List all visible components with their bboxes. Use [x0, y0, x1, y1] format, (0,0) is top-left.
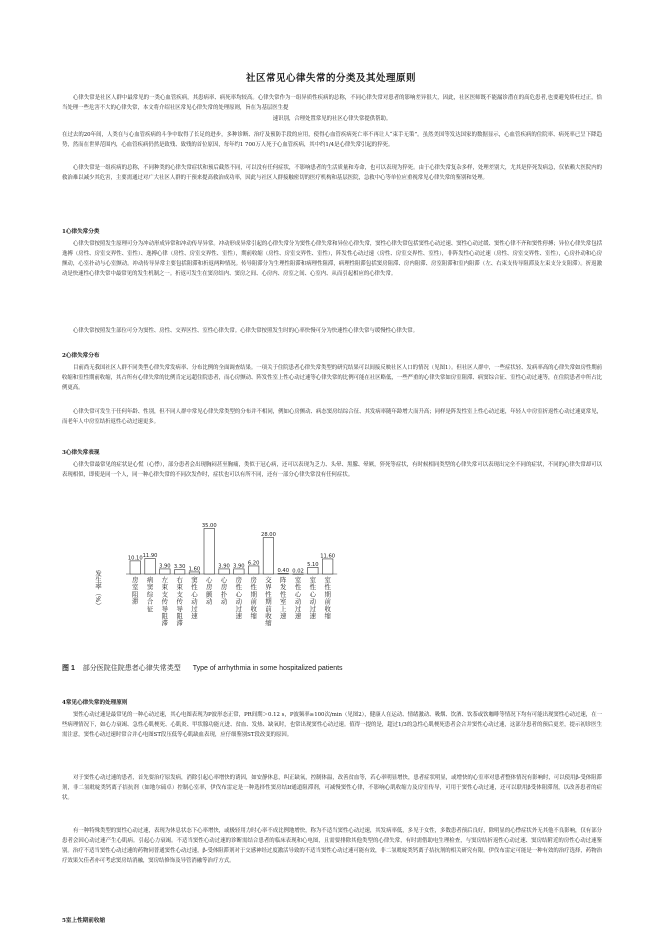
bar-value-label-13: 11.60: [320, 553, 336, 560]
bar-value-label-10: 0.40: [277, 567, 290, 574]
bar-value-label-7: 3.90: [233, 563, 245, 570]
category-label-13: 室性期前收缩: [324, 576, 331, 620]
bar-value-label-0: 10.10: [127, 555, 143, 562]
section-2-paragraph-2: 心律失常可发生于任何年龄、性别，但不同人群中常见心律失常类型的分布并不相同，例如心房颤动、病态窦房结综合征、其发病率随年龄增大而升高；同样是阵发性室上性心动过速，年轻人中房室折返性心动过速更常见，而老年人中房室结折返性心动过速更多。: [62, 409, 602, 425]
category-label-5: 心房颤动: [206, 576, 213, 606]
category-label-0: 房室阻滞: [132, 576, 139, 606]
bar-0: [130, 561, 141, 574]
section-4-paragraph-1: 窦性心动过速是最常见的一种心动过速，其心电图表现为P波形态正常，PR间期＞0.12 s，P波频率≥100次/min（见图2），健康人在运动、情绪激动、吸烟、饮酒、饮茶或饮咖啡等情况下均有可能出现窦性心动过速，在一些病理情况下，如心力衰竭、急性心肌梗死、心肌炎、甲状腺功能亢进、贫血、发热、缺氧时，也常出现窦性心动过速。值得一提的是，超过1/3的急性心肌梗死患者会合并窦性心动过速，这部分患者的预后更差，提示初诊医生需注意，窦性心动过速时常合并心电图ST段压低等心肌缺血表现，应仔细鉴别ST段改变的原因。: [62, 712, 602, 738]
category-label-12: 室性心动过速: [309, 576, 317, 620]
category-label-1: 病窦综合征: [146, 576, 154, 613]
category-label-6: 心房扑动: [220, 576, 228, 606]
bar-value-label-8: 6.20: [247, 560, 260, 567]
bar-9: [263, 538, 274, 574]
section-3-paragraph-1: 心律失常最常见的症状是心慌（心悸），部分患者会出现胸闷甚至胸痛，类似于冠心病，还可以表现为乏力、头晕、黑朦、晕厥，猝死等症状，有时候相同类型的心律失常可以表现出完全不同的症状，不同的心律失常却可以表现相似，即使是同一个人，同一种心律失常的不同次发作时，症状也可以有所不同，还有一部分心律失常没有任何症状。: [62, 462, 602, 478]
bar-value-label-2: 3.90: [159, 563, 171, 570]
bar-chart: [90, 514, 390, 664]
figure-1-caption: [62, 663, 482, 673]
bar-value-label-1: 11.90: [142, 553, 158, 560]
section-heading-4: 4常见心律失常的处理原则: [62, 700, 128, 706]
section-heading-1: 1心律失常分类: [62, 229, 100, 235]
bar-2: [160, 569, 171, 574]
category-label-11: 室性心动过速: [294, 576, 302, 620]
bar-6: [219, 569, 230, 574]
category-label-7: 房性心动过速: [235, 576, 243, 620]
section-1-paragraph-2: 心律失常按照发生部位可分为窦性、房性、交界区性、室性心律失常。心律失常按照发生时的心率快慢可分为快速性心律失常与缓慢性心律失常。: [73, 328, 419, 334]
intro-paragraph: 心律失常是社区人群中最常见的一类心血管疾病，其患病率、病死率均较高。心律失常作为一组异质性疾病的总称，不同心律失常对患者的影响差异很大，因此，社区医师既不能漏诊潜在的高危患者,也要避免矫枉过正，恰当处理一些危害不大的心律失常，本文将介绍社区常见心律失常的处理原则，旨在为基层医生提: [62, 95, 602, 111]
bar-8: [248, 566, 259, 574]
bar-5: [204, 529, 215, 575]
bar-value-label-12: 5.10: [307, 561, 319, 568]
section-1-paragraph-1: 心律失常按照发生原理可分为冲动形成异常和冲动传导异常。冲动形成异常引起的心律失常分为窦性心律失常和异位心律失常，窦性心律失常包括窦性心动过速、窦性心动过缓、窦性心律不齐和窦性停搏；异位心律失常包括逸搏（房性、房室交界性、室性）、逸搏心律（房性、房室交界性、室性），期前收缩（房性、房室交界性、室性），阵发性心动过速（房性、房室交界性、室性），非阵发性心动过速（房性、房室交界性、室性），心房扑动和心房颤动，心室扑动与心室颤动。冲动传导异常主要包括阻滞和折返两种情况。传导阻滞分为生理性阻滞和病理性阻滞，病理性阻滞包括窦房阻滞、房内阻滞、房室阻滞和室内阻滞（左、右束支传导阻滞及左束支分支阻滞）。折返激动是快速性心律失常中最常见的发生机制之一。折返可发生在窦房结内、窦房之间、心房内、房室之间、心室内、从而引起相应的心律失常。: [62, 241, 602, 277]
intro-paragraph-2: 在过去的20年间，人类在与心血管疾病的斗争中取得了长足的进步，多种诊断、治疗及预防手段的应用，使得心血管疾病死亡率不再让人“束手无策”。虽然美国等发达国家的数据显示，心血管疾病的住院率、病死率已呈下降趋势，然而在世界范围内，心血管疾病仍然是致残、致残的首位原因，每年约1 700万人死于心血管疾病，其中约1/4是心律失常引起的猝死。: [62, 132, 602, 148]
intro-paragraph-3: 心律失常是一组疾病的总称，不同种类的心律失常症状和预后截然不同，可以没有任何症状，不影响患者的生活质量和寿命，也可以表现为猝死。由于心律失常复杂多样，处理差别大，尤其是猝死发病急，仅依赖大医院内的救治难以减少其危害，主要需通过对广大社区人群的干预来提高救治成功率，因此与社区人群接触密切的医疗机构和基层医院，急救中心等单位应重视常见心律失常的鉴别和处理。: [62, 165, 602, 181]
y-axis-label: 发生率（%）: [94, 570, 102, 609]
bar-value-label-9: 28.00: [261, 532, 276, 539]
figure-caption-chinese: 部分医院住院患者心律失常类型: [82, 665, 181, 672]
figure-caption-english: Type of arrhythmia in some hospitalized patients: [192, 665, 343, 672]
bar-value-label-3: 3.30: [173, 564, 186, 571]
figure-caption-label: 图 1: [62, 665, 75, 672]
bar-7: [234, 569, 245, 574]
bar-value-label-5: 35.00: [201, 523, 217, 529]
category-label-8: 房性期前收缩: [250, 576, 257, 620]
bar-value-label-11: 0.02: [292, 568, 304, 575]
section-heading-5: 5室上性期前收缩: [62, 918, 106, 924]
section-2-paragraph-1: 目前尚无我国社区人群不同类型心律失常发病率、分布比例的全面调查结果。一项关于住院患者心律失常类型的研究结果可以间接反映社区人口的情况（见图1）。但社区人群中，一些症状轻、发病率高的心律失常如房性期前收缩和室性期前收缩，其占所有心律失常的比例肯定远超住院患者，而心房颤动、阵发性室上性心动过速等心律失常的比例可能在社区略低，一些严重的心律失常如房室阻滞、病窦综合征、室性心动过速等，在住院患者中所占比例更高。: [62, 365, 603, 391]
paper-title: 社区常见心律失常的分类及其处理原则: [245, 73, 416, 84]
section-4-paragraph-2: 对于窦性心动过速的患者，首先要治疗原发病，消除引起心率增快的诱因，如安静休息，纠正缺氧，控制体温，改善贫血等，若心率明显增快，患者症状明显，或增快的心室率对患者整体情况有影响时，可以使用β-受体阻滞剂，非二氢吡啶类钙离子拮抗剂（如地尔硫卓）控制心室率，伊伐布雷定是一种选择性窦房结If通道阻滞剂，可减慢窦性心律，不影响心肌收缩力及房室传导，可用于窦性心动过速，还可以联用β受体阻滞剂，以改善患者的症状。: [62, 775, 602, 801]
bar-3: [174, 570, 185, 574]
category-label-9: 交界性期前收缩: [265, 576, 272, 628]
bar-12: [308, 567, 319, 574]
section-4-paragraph-3: 有一种特殊类型的窦性心动过速，表现为休息状态下心率增快，或极轻用力时心率不成比例地增快，称为不适当窦性心动过速，其发病率低，多见于女性，多数患者预后良好，除明显的心悸症状外无其他不良影响，仅有部分患者会因心动过速产生心肌病。引起心力衰竭。不适当窦性心动过速的诊断需结合患者的临床表现和心电图，且需要排除其他类型的心律失常，有时需借助电生理检查，与窦房结折返性心动过速、窦房结附近的房性心动过速鉴别。治疗不适当窦性心动过速的药物同普通窦性心动过速，β-受体阻滞剂对于交感神经过度激活导致的不适当窦性心动过速可能有效，非二氢吡啶类钙离子拮抗剂的相关研究有限，伊伐布雷定可能是一种有效的治疗选择，药物治疗效果欠佳者亦可考虑窦房结消融，窦房结修饰及导管消融等治疗方式。: [62, 828, 602, 864]
section-heading-2: 2心律失常分布: [62, 353, 100, 359]
bar-value-label-4: 1.60: [188, 566, 201, 573]
category-label-4: 窦性心动过速: [191, 576, 198, 620]
figure-1-chart: [90, 514, 390, 684]
intro-paragraph-end: 速识别，合理处置常见的社区心律失常提供帮助。: [272, 116, 392, 122]
category-label-2: 左束支传导阻滞: [161, 576, 169, 628]
bar-value-label-6: 3.90: [218, 563, 230, 570]
category-label-3: 右束支传导阻滞: [176, 576, 183, 628]
category-label-10: 阵发性室上速: [280, 576, 287, 620]
bar-1: [145, 559, 156, 574]
bar-13: [322, 559, 333, 574]
section-heading-3: 3心律失常表现: [62, 450, 100, 456]
